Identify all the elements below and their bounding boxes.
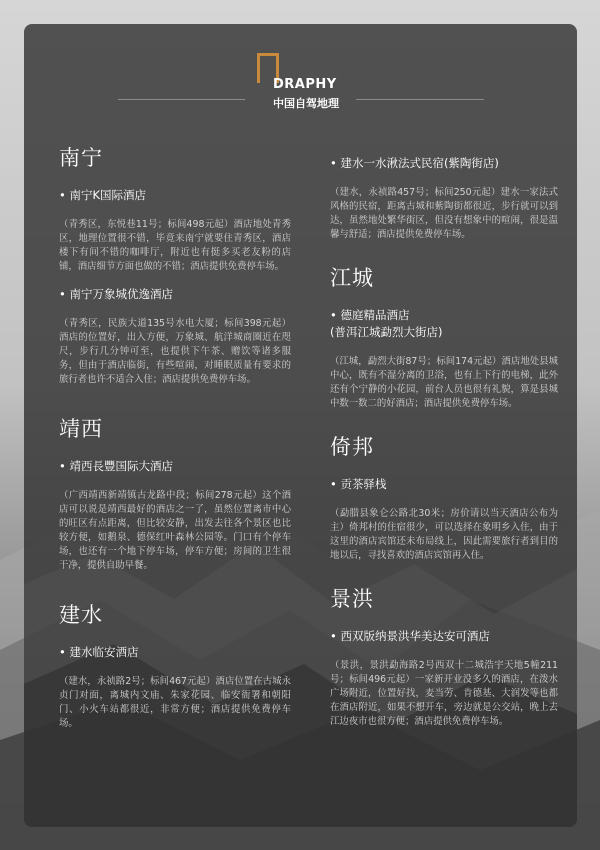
- section-nanning: [59, 142, 291, 387]
- logo-text-cn: 中国自驾地理: [273, 97, 339, 110]
- city-heading: 景洪: [330, 587, 374, 611]
- hotel-name: • 建水临安酒店: [59, 645, 139, 659]
- hotel-description: （青秀区，民族大道135号水电大厦；标间398元起）酒店的位置好，出入方便，万象城、航洋城商圈近在咫尺，步行几分钟可至，也提供下午茶、赠饮等诸多服务，但由于酒店临街，有些喧闹，对睡眠质量有要求的旅行者也许不适合入住；酒店提供免费停车场。: [59, 318, 291, 385]
- city-heading: 南宁: [59, 146, 103, 170]
- logo-text-en: DRAPHY: [273, 77, 337, 92]
- section-jiangcheng: [330, 262, 558, 411]
- hotel-name: • 南宁K国际酒店: [59, 188, 146, 202]
- hotel-description: （建水，永祯路2号；标间467元起）酒店位置在古城永贞门对面，离城内文庙、朱家花园、临安衙署和朝阳门、小火车站都很近，非常方便；酒店提供免费停车场。: [59, 676, 291, 729]
- city-heading: 建水: [59, 603, 103, 627]
- section-jianshui-continued: [330, 155, 558, 242]
- header-divider-left: [118, 99, 245, 100]
- hotel-name: • 靖西長豐国际大酒店: [59, 459, 173, 473]
- left-column: [59, 142, 291, 743]
- hotel-description: （广西靖西新靖镇古龙路中段；标间278元起）这个酒店可以说是靖西最好的酒店之一了，虽然位置离市中心的旺区有点距离，但比较安静，出发去往各个景区也比较方便，如鹅泉、德保红叶森林公园等。门口有个停车场，也还有一个地下停车场，停车方便；房间的卫生很干净，提供自助早餐。: [59, 490, 291, 571]
- brand-logo: [257, 53, 387, 111]
- city-heading: 倚邦: [330, 435, 374, 459]
- section-jingxi: [59, 413, 291, 573]
- content-panel: [24, 24, 577, 827]
- section-jinghong: [330, 583, 558, 729]
- hotel-description: （勐腊县象仑公路北30米；房价请以当天酒店公布为主）倚邦村的住宿很少，可以选择在象明乡入住，由于这里的酒店宾馆还未布局线上，因此需要旅行者到目的地以后，寻找喜欢的酒店宾馆再入住。: [330, 508, 558, 561]
- hotel-name: • 建水一水湫法式民宿(紫陶街店): [330, 156, 499, 170]
- section-yibang: [330, 431, 558, 563]
- section-jianshui: [59, 599, 291, 731]
- city-heading: 江城: [330, 266, 374, 290]
- hotel-name: • 西双版纳景洪华美达安可酒店: [330, 629, 490, 643]
- right-column: [330, 155, 558, 741]
- hotel-description: （景洪，景洪勐海路2号西双十二城浩宇天地5幢211号；标间496元起）一家新开业没多久的酒店，在泼水广场附近，位置好找，麦当劳、肯德基、大润发等也都在酒店附近，如果不想开车，旁边就是公交站，晚上去江边夜市也很方便；酒店提供免费停车场。: [330, 660, 558, 727]
- hotel-name: • 南宁万象城优逸酒店: [59, 287, 173, 301]
- header-divider-right: [356, 99, 484, 100]
- hotel-description: （建水，永祯路457号；标间250元起）建水一家法式风格的民宿，距离古城和紫陶街都很近，步行就可以到达，虽然地处繁华街区，但没有想象中的喧闹，很是温馨与舒适；酒店提供免费停车场。: [330, 187, 558, 240]
- hotel-name: • 德庭精品酒店 (普洱江城勐烈大街店): [330, 308, 443, 339]
- hotel-description: （青秀区，东悦巷11号；标间498元起）酒店地处青秀区，地理位置很不错，毕竟来南宁就要住青秀区，酒店楼下有间不错的咖啡厅，附近也有挺多买老友粉的店铺，酒店细节方面也做的不错；酒店提供免费停车场。: [59, 219, 291, 272]
- hotel-description: （江城，勐烈大街87号；标间174元起）酒店地处县城中心，既有不湿分离的卫浴，也有上下行的电梯，此外还有个宁静的小花园，前台人员也很有礼貌，算是县城中数一数二的好酒店；酒店提供免费停车场。: [330, 356, 558, 409]
- hotel-name: • 贡茶驿栈: [330, 477, 387, 491]
- city-heading: 靖西: [59, 417, 103, 441]
